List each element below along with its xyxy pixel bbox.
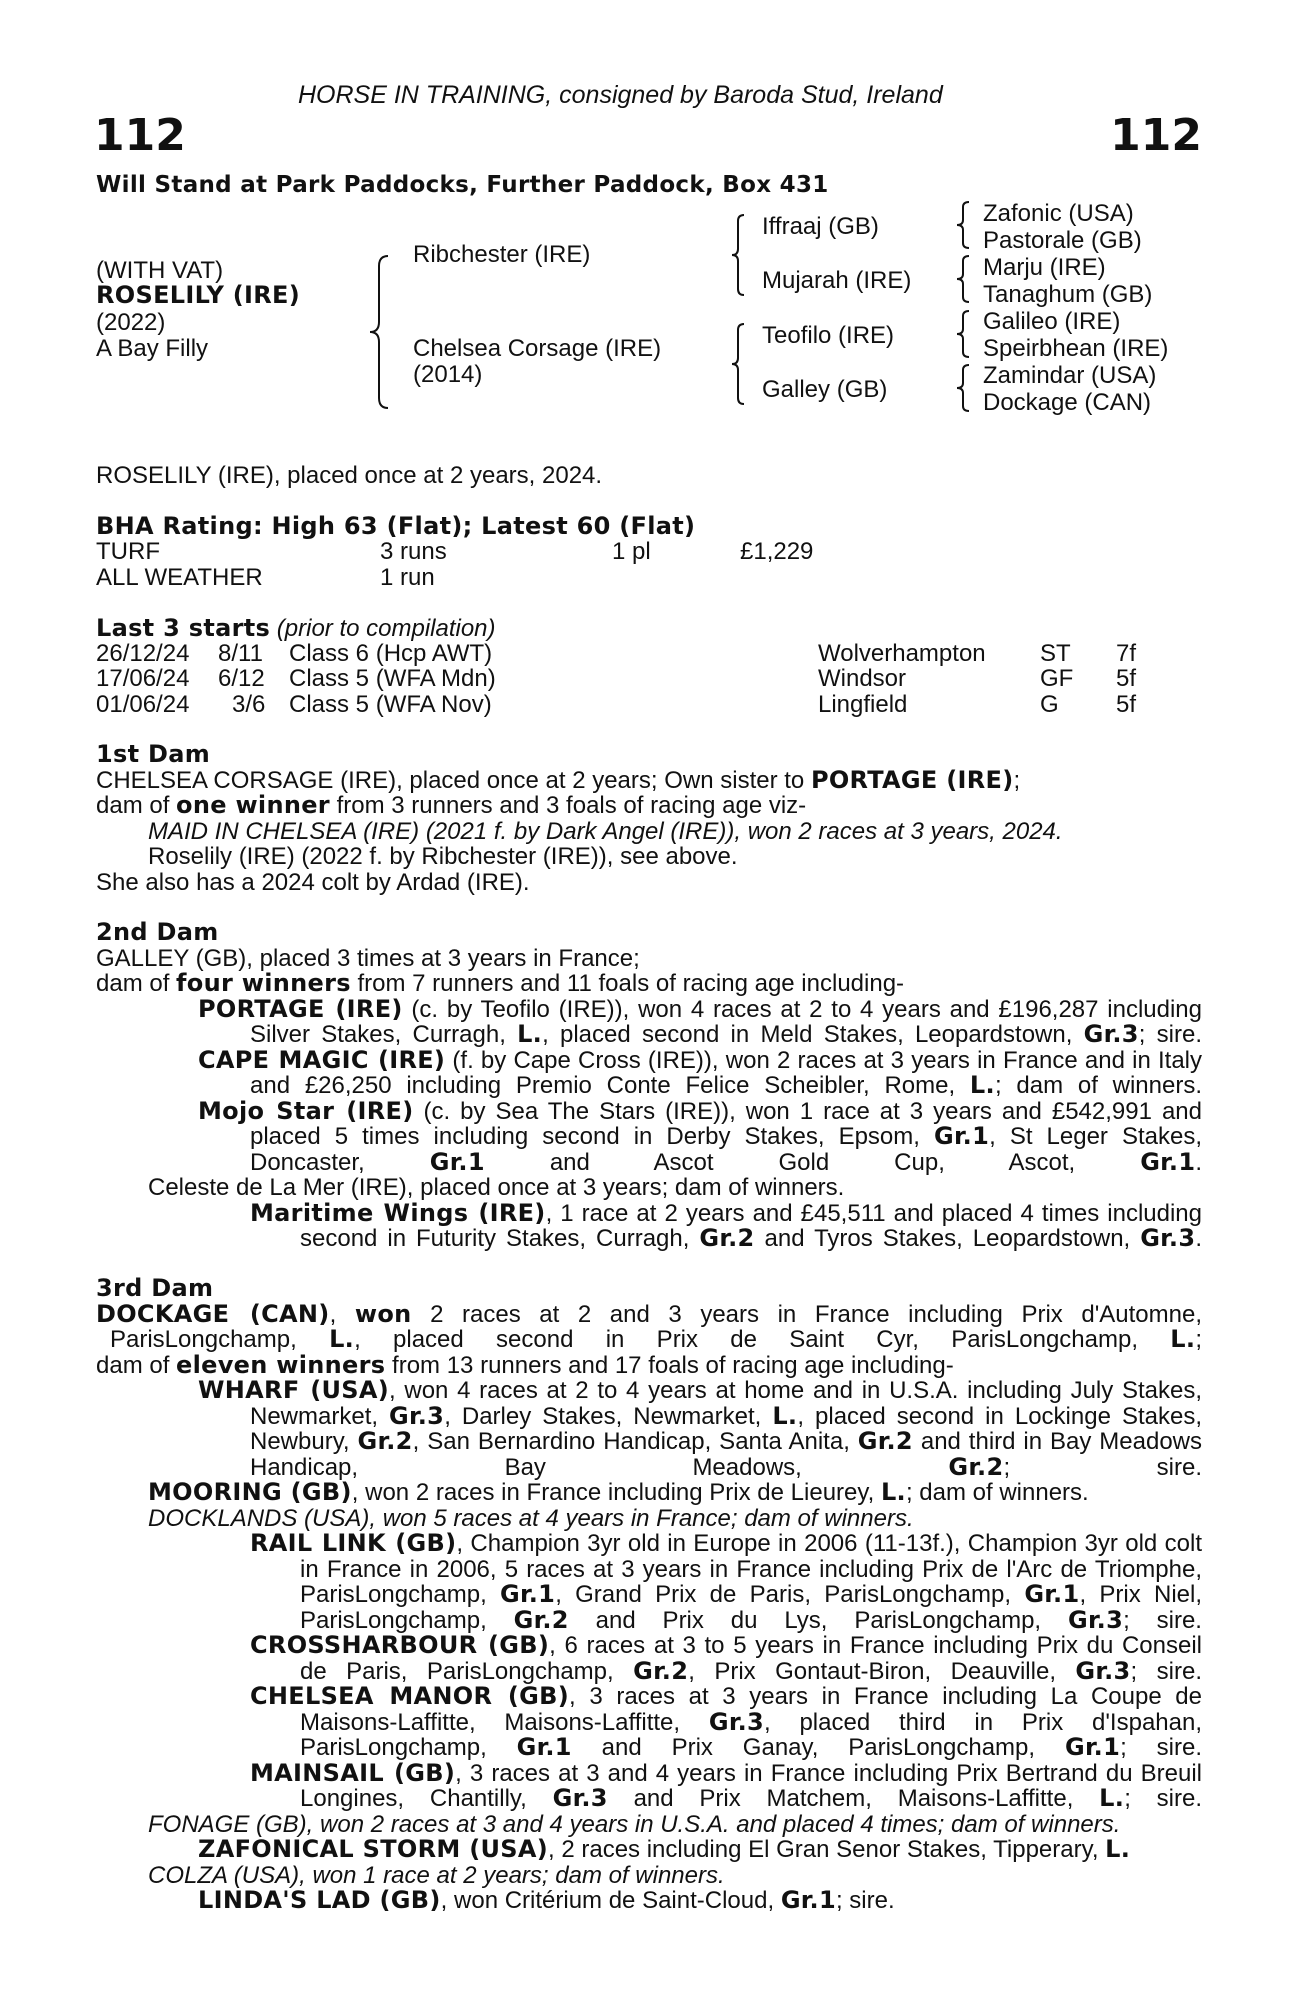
second-dam-produce: Mojo Star (IRE) (c. by Sea The Stars (IRE)), won 1 race at 3 years and £542,991 and placed 5 times including second in Derby Stakes, Epsom, Gr.1, St Leger Stakes, Doncaster, Gr.1 and Ascot Gold Cup, Ascot, Gr.1. [198,1096,1202,1176]
pedigree-brace-g2 [955,254,971,304]
third-dam-produce: WHARF (USA), won 4 races at 2 to 4 years at home and in U.S.A. including July Stakes, Newmarket, Gr.3, Darley Stakes, Newmarket, L., placed second in Lockinge Stakes, Newbury, Gr.2, San Bernardino Handicap, Santa Anita, Gr.2 and third in Bay Meadows Handicap, Bay Meadows, Gr.2; sire. [198,1376,1202,1481]
pedigree-g4: Tanaghum (GB) [983,281,1153,308]
pedigree-dam-sire: Teofilo (IRE) [762,322,895,349]
vat-note: (WITH VAT) [96,257,224,284]
second-dam-produce: PORTAGE (IRE) (c. by Teofilo (IRE)), won 4 races at 2 to 4 years and £196,287 including Silver Stakes, Curragh, L., placed second in Meld Stakes, Leopardstown, Gr.3; sire. [198,994,1202,1048]
second-dam-section [96,920,1202,1252]
start-course: Windsor [818,665,907,692]
start-course: Wolverhampton [818,640,986,667]
pedigree-brace-g4 [955,363,971,413]
start-position: 8/11 [218,640,263,667]
pedigree-sire: Ribchester (IRE) [413,241,591,268]
start-distance: 7f [1116,640,1137,667]
pedigree-brace-main [368,254,390,410]
start-course: Lingfield [818,691,908,718]
rating-surface: TURF [96,538,160,565]
second-dam-title: 2nd Dam [96,918,219,946]
second-dam-produce: Celeste de La Mer (IRE), placed once at 3 years; dam of winners. [148,1174,845,1201]
pedigree-brace-g1 [955,200,971,250]
third-dam-grandproduce: ZAFONICAL STORM (USA), 2 races including El Gran Senor Stakes, Tipperary, L. [198,1835,1131,1863]
pedigree-g2: Pastorale (GB) [983,227,1142,254]
first-dam-produce: MAID IN CHELSEA (IRE) (2021 f. by Dark Angel (IRE)), won 2 races at 3 years, 2024. [148,817,1063,845]
pedigree-sire-sire: Iffraaj (GB) [762,213,879,240]
third-dam-grandproduce: RAIL LINK (GB), Champion 3yr old in Europe in 2006 (11-13f.), Champion 3yr old colt in France in 2006, 5 races at 3 years in France including Prix de l'Arc de Triomphe, ParisLongchamp, Gr.1, Grand Prix de Paris, ParisLongchamp, Gr.1, Prix Niel, ParisLongchamp, Gr.2 and Prix du Lys, ParisLongchamp, Gr.3; sire. [250,1529,1202,1634]
rating-surface: ALL WEATHER [96,564,263,591]
second-dam-produce: CAPE MAGIC (IRE) (f. by Cape Cross (IRE)), won 2 races at 3 years in France and in Italy and £26,250 including Premio Conte Felice Scheibler, Rome, L.; dam of winners. [198,1045,1203,1099]
start-going: ST [1040,640,1071,667]
pedigree-g7: Zamindar (USA) [983,362,1157,389]
start-position: 6/12 [218,665,265,692]
rating-runs: 1 run [380,564,435,591]
third-dam-title: 3rd Dam [96,1274,214,1302]
pedigree-dam-year: (2014) [413,361,483,388]
start-date: 01/06/24 [96,691,190,718]
third-dam-produce: FONAGE (GB), won 2 races at 3 and 4 years in U.S.A. and placed 4 times; dam of winners. [148,1810,1121,1838]
start-class: Class 6 (Hcp AWT) [289,640,493,667]
pedigree-brace-g3 [955,309,971,359]
first-dam-title: 1st Dam [96,740,211,768]
last-starts-heading [96,616,496,642]
third-dam-produce: DOCKLANDS (USA), won 5 races at 4 years in France; dam of winners. [148,1504,914,1532]
pedigree-g5: Galileo (IRE) [983,308,1121,335]
start-going: GF [1040,665,1074,692]
start-position: 3/6 [232,691,266,718]
rating-runs: 3 runs [380,538,447,565]
lot-number-left: 112 [94,110,186,161]
start-class: Class 5 (WFA Nov) [289,691,492,718]
last-starts-note: (prior to compilation) [276,615,496,642]
start-date: 26/12/24 [96,640,190,667]
third-dam-produce: COLZA (USA), won 1 race at 2 years; dam of winners. [148,1861,725,1889]
third-dam-produce: MOORING (GB), won 2 races in France including Prix de Lieurey, L.; dam of winners. [148,1478,1089,1506]
first-dam-section [96,742,1202,895]
page-subtitle: HORSE IN TRAINING, consigned by Baroda Stud, Ireland [298,81,943,109]
third-dam-line: dam of eleven winners from 13 runners and 17 foals of racing age including- [96,1350,954,1379]
third-dam-grandproduce: MAINSAIL (GB), 3 races at 3 and 4 years in France including Prix Bertrand du Breuil Longines, Chantilly, Gr.3 and Prix Matchem, Maisons-Laffitte, L.; sire. [250,1758,1202,1812]
third-dam-grandproduce: LINDA'S LAD (GB), won Critérium de Saint-Cloud, Gr.1; sire. [198,1886,895,1914]
third-dam-line: DOCKAGE (CAN), won 2 races at 2 and 3 years in France including Prix d'Automne, ParisLongchamp, L., placed second in Prix de Saint Cyr, ParisLongchamp, L.; [96,1299,1203,1353]
third-dam-grandproduce: CHELSEA MANOR (GB), 3 races at 3 years in France including La Coupe de Maisons-Laffitte, Maisons-Laffitte, Gr.3, placed third in Prix d'Ispahan, ParisLongchamp, Gr.1 and Prix Ganay, ParisLongchamp, Gr.1; sire. [250,1682,1203,1761]
lot-number-right: 112 [1110,110,1202,161]
second-dam-line: GALLEY (GB), placed 3 times at 3 years in France; [96,944,640,972]
bha-rating-title: BHA Rating: High 63 (Flat); Latest 60 (Flat) [96,512,696,540]
second-dam-grandproduce: Maritime Wings (IRE), 1 race at 2 years and £45,511 and placed 4 times including second in Futurity Stakes, Curragh, Gr.2 and Tyros Stakes, Leopardstown, Gr.3. [250,1198,1202,1252]
third-dam-grandproduce: CROSSHARBOUR (GB), 6 races at 3 to 5 years in France including Prix du Conseil de Paris, ParisLongchamp, Gr.2, Prix Gontaut-Biron, Deauville, Gr.3; sire. [250,1631,1202,1685]
pedigree-g6: Speirbhean (IRE) [983,335,1169,362]
first-dam-produce: Roselily (IRE) (2022 f. by Ribchester (IRE)), see above. [148,843,738,870]
first-dam-line: dam of one winner from 3 runners and 3 foals of racing age viz- [96,791,807,819]
first-dam-line: CHELSEA CORSAGE (IRE), placed once at 2 years; Own sister to PORTAGE (IRE); [96,765,1021,794]
pedigree-brace-sire [730,213,746,297]
start-distance: 5f [1116,691,1137,718]
rating-earnings: £1,229 [740,538,814,565]
pedigree-brace-dam [730,322,746,406]
pedigree-g8: Dockage (CAN) [983,389,1152,416]
third-dam-section [96,1276,1202,1914]
horse-year: (2022) [96,309,166,336]
horse-description: A Bay Filly [96,335,209,362]
pedigree-g3: Marju (IRE) [983,254,1106,281]
rating-placed: 1 pl [612,538,651,565]
second-dam-line: dam of four winners from 7 runners and 11 foals of racing age including- [96,969,905,997]
start-class: Class 5 (WFA Mdn) [289,665,496,692]
pedigree-dam-dam: Galley (GB) [762,376,888,403]
start-going: G [1040,691,1059,718]
first-dam-line: She also has a 2024 colt by Ardad (IRE). [96,868,530,896]
horse-name: ROSELILY (IRE) [96,281,301,309]
race-summary: ROSELILY (IRE), placed once at 2 years, 2024. [96,462,603,489]
stand-location: Will Stand at Park Paddocks, Further Paddock, Box 431 [96,172,829,198]
start-date: 17/06/24 [96,665,190,692]
pedigree-g1: Zafonic (USA) [983,200,1134,227]
last-starts-title: Last 3 starts [96,614,271,642]
pedigree-sire-dam: Mujarah (IRE) [762,267,912,294]
start-distance: 5f [1116,665,1137,692]
pedigree-dam: Chelsea Corsage (IRE) [413,335,662,362]
